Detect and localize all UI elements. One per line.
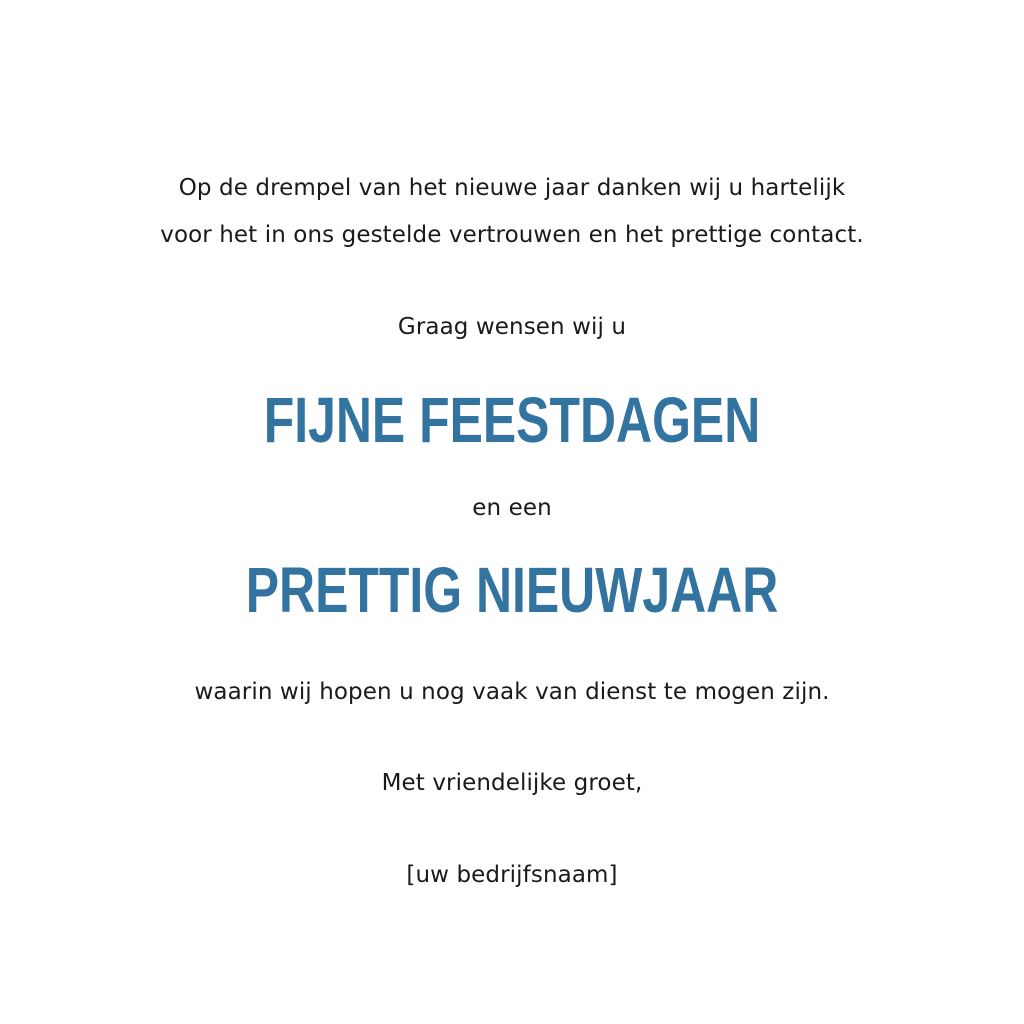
closing-text: Met vriendelijke groet, — [381, 770, 643, 796]
company-name-placeholder: [uw bedrijfsnaam] — [406, 862, 618, 888]
intro-line-2: voor het in ons gestelde vertrouwen en het prettige contact. — [160, 222, 864, 248]
connector-text: en een — [472, 495, 552, 521]
headline-fijne-feestdagen: FIJNE FEESTDAGEN — [263, 384, 761, 456]
headline-prettig-nieuwjaar: PRETTIG NIEUWJAAR — [245, 554, 779, 626]
wish-text: waarin wij hopen u nog vaak van dienst te mogen zijn. — [194, 679, 830, 705]
lead-in-text: Graag wensen wij u — [397, 314, 627, 340]
intro-line-1: Op de drempel van het nieuwe jaar danken wij u hartelijk — [178, 175, 846, 201]
